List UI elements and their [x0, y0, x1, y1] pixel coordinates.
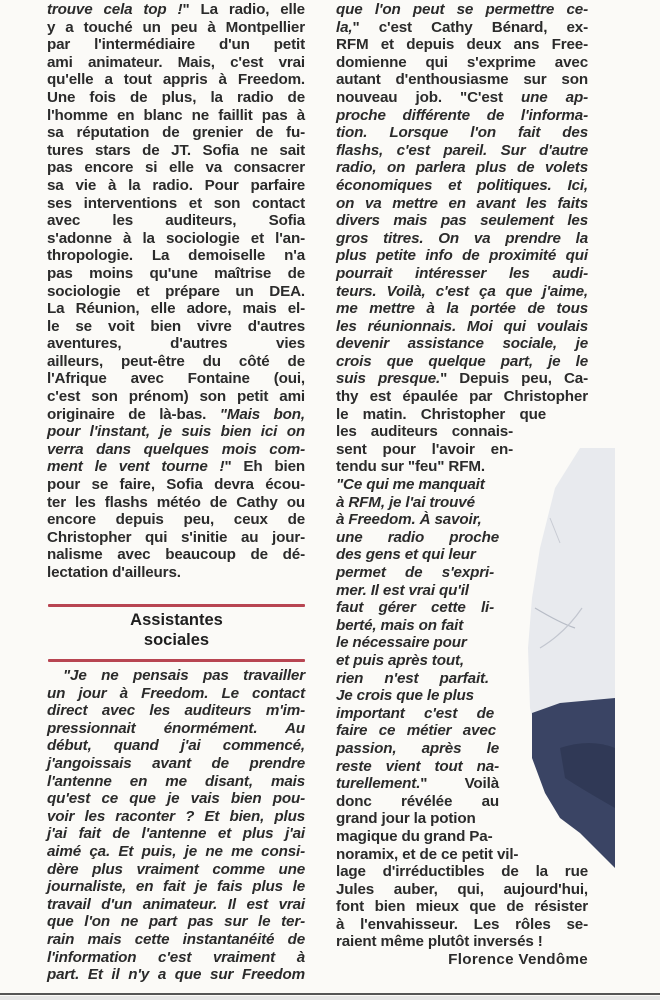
- subheading-line: Assistantes: [130, 611, 223, 629]
- text-line: autant d'enthousiasme sur son: [336, 71, 588, 89]
- text-line: pas encore si elle va consacrer: [47, 159, 305, 177]
- text-line: RFM et depuis deux ans Free-: [336, 36, 588, 54]
- quote-line: part. Et il n'y a que sur Freedom: [47, 966, 305, 984]
- quote-line: l'antenne en me disant, mais: [47, 772, 305, 790]
- text-line: sociologie et prépare un DEA.: [47, 282, 305, 300]
- text-line: s'adonne à la sociologie et l'an-: [47, 229, 305, 247]
- quote-line: l'information c'est vraiment à: [47, 948, 305, 966]
- text-line: devenir assistance sociale, je: [336, 335, 588, 353]
- text-line: verra dans quelques mois com-: [47, 440, 305, 458]
- quote-line: travail d'un animateur. Il est vrai: [47, 895, 305, 913]
- text-line: mer. Il est vrai qu'il: [336, 581, 469, 599]
- text-line: teurs. Voilà, c'est ça que j'aime,: [336, 282, 588, 300]
- text-line: l'homme en blanc ne faillit pas à: [47, 106, 305, 124]
- text-line: grand jour la potion: [336, 810, 476, 828]
- text-line: domienne qui s'exprime avec: [336, 53, 588, 71]
- text-line: gros titres. On va prendre la: [336, 229, 588, 247]
- quote-line: voir les raconter ? Et bien, plus: [47, 807, 305, 825]
- text-line: nouveau job. "C'est une ap-: [336, 88, 588, 106]
- text-line: La Réunion, elle adore, mais el-: [47, 300, 305, 318]
- page-bottom-border: [0, 993, 660, 995]
- text-line: proche différente de l'informa-: [336, 106, 588, 124]
- text-line: lage d'irréductibles de la rue: [336, 863, 588, 881]
- text-line: avec les auditeurs, Sofia: [47, 212, 305, 230]
- text-line: berté, mais on fait: [336, 616, 464, 634]
- text-line: des gens et qui leur: [336, 546, 476, 564]
- text-line: originaire de là-bas. "Mais bon,: [47, 405, 305, 423]
- text-line: ami animateur. Mais, c'est vrai: [47, 53, 305, 71]
- text-line: on va mettre en avant les faits: [336, 194, 588, 212]
- text-line: important c'est de: [336, 704, 494, 722]
- text-line: thropologie. La demoiselle n'a: [47, 247, 305, 265]
- text-line: par l'intermédiaire d'un petit: [47, 36, 305, 54]
- text-line: plus petite info de proximité qui: [336, 247, 588, 265]
- text-line: les réunionnais. Moi qui voulais: [336, 317, 588, 335]
- text-line: passion, après le: [336, 739, 499, 757]
- text-line: les auditeurs connais-: [336, 423, 513, 441]
- quote-line: j'angoissais avant de prendre: [47, 754, 305, 772]
- text-line: nalisme avec beaucoup de dé-: [47, 546, 305, 564]
- text-line: économiques et politiques. Ici,: [336, 176, 588, 194]
- text-line: qu'elle a tout appris à Freedom.: [47, 71, 305, 89]
- text-line: à Freedom. À savoir,: [336, 511, 482, 529]
- text-line: lectation d'ailleurs.: [47, 564, 181, 581]
- text-line: flashs, c'est pareil. Sur d'autre: [336, 141, 588, 159]
- text-line: "Ce qui me manquait: [336, 476, 485, 494]
- quote-line: un jour à Freedom. Le contact: [47, 684, 305, 702]
- text-line: permet de s'expri-: [336, 564, 494, 581]
- text-line: Une fois de plus, la radio de: [47, 88, 305, 106]
- text-line: encore depuis peu, ceux de: [47, 511, 305, 529]
- text-line: reste vient tout na-: [336, 757, 499, 775]
- text-line: à RFM, je l'ai trouvé: [336, 493, 475, 511]
- quote-line: journaliste, en fait je fais plus le: [47, 878, 305, 896]
- quote-line: direct avec les auditeurs m'im-: [47, 702, 305, 720]
- quote-line: début, quand j'ai commencé,: [47, 737, 305, 755]
- text-line: aventures, d'autres vies: [47, 335, 305, 353]
- text-line: une radio proche: [336, 528, 499, 546]
- text-line: y a touché un peu à Montpellier: [47, 18, 305, 36]
- text-line: sa réputation de grenier de fu-: [47, 124, 305, 142]
- text-line: radio, on parlera plus de volets: [336, 159, 588, 177]
- subheading-assistantes-sociales: [48, 610, 305, 650]
- quote-line: aimé ça. Et puis, je ne me consi-: [47, 842, 305, 860]
- text-line: l'Afrique avec Fontaine (oui,: [47, 370, 305, 388]
- text-line: suis presque." Depuis peu, Ca-: [336, 370, 588, 388]
- text-line: sent pour l'avoir en-: [336, 440, 513, 458]
- text-line: pour se faire, Sofia devra écou-: [47, 476, 305, 494]
- text-line: magique du grand Pa-: [336, 827, 493, 845]
- text-line: Christopher qui s'initie au jour-: [47, 528, 305, 546]
- text-line: faut gérer cette li-: [336, 599, 494, 617]
- text-line: raient même plutôt inversés !: [336, 933, 543, 951]
- text-line: ses interventions et son contact: [47, 194, 305, 212]
- text-line: tures stars de JT. Sofia ne sait: [47, 141, 305, 159]
- text-line: tion. Lorsque l'on fait des: [336, 124, 588, 142]
- article-left-column: [47, 1, 305, 582]
- text-line: c'est son prénom) son petit ami: [47, 388, 305, 406]
- article-left-column-paragraph-2: [47, 667, 305, 984]
- subheading-rule-top: [48, 604, 305, 607]
- text-line: pas moins qu'une maîtrise de: [47, 264, 305, 282]
- text-line: Je crois que le plus: [336, 687, 474, 705]
- text-line: faire ce métier avec: [336, 722, 496, 740]
- text-line: à l'envahisseur. Les rôles se-: [336, 915, 588, 933]
- text-line: me mettre à la portée de tous: [336, 300, 588, 318]
- page-bottom-edge: [0, 996, 660, 1000]
- text-line: turellement." Voilà: [336, 775, 499, 793]
- text-line: et puis après tout,: [336, 651, 464, 669]
- author-signature: Florence Vendôme: [448, 951, 588, 969]
- text-line: donc révélée au: [336, 792, 499, 810]
- quote-line: que l'on ne part pas sur le ter-: [47, 913, 305, 931]
- text-line: thy est épaulée par Christopher: [336, 388, 588, 406]
- text-line: le se voit bien vivre d'autres: [47, 317, 305, 335]
- text-line: tendu sur "feu" RFM.: [336, 458, 485, 476]
- text-line: le matin. Christopher que: [336, 405, 546, 423]
- text-line: font bien mieux que de résister: [336, 898, 588, 916]
- photo-person-cutout: [520, 448, 615, 978]
- text-line: sa vie à la radio. Pour parfaire: [47, 176, 305, 194]
- quote-line: j'ai fait de l'antenne et plus j'ai: [47, 825, 305, 843]
- text-line: ailleurs, peut-être du côté de: [47, 352, 305, 370]
- text-line: la," c'est Cathy Bénard, ex-: [336, 18, 588, 36]
- quote-line: rain mais cette instantanéité de: [47, 930, 305, 948]
- text-line: que l'on peut se permettre ce-: [336, 1, 588, 18]
- text-line: pour l'instant, je suis bien ici on: [47, 423, 305, 441]
- quote-line: qu'est ce que je vais bien pou-: [47, 790, 305, 808]
- text-line: noramix, et de ce petit vil-: [336, 845, 519, 863]
- text-line: le nécessaire pour: [336, 634, 467, 652]
- quote-line: dère plus vraiment comme une: [47, 860, 305, 878]
- text-line: ment le vent tourne !" Eh bien: [47, 458, 305, 476]
- text-line: crois que quelque part, je le: [336, 352, 588, 370]
- text-line: ter les flashs météo de Cathy ou: [47, 493, 305, 511]
- quote-line: pressionnait énormément. Au: [47, 719, 305, 737]
- text-line: trouve cela top !" La radio, elle: [47, 1, 305, 18]
- text-line: Jules auber, qui, aujourd'hui,: [336, 880, 588, 898]
- subheading-line: sociales: [143, 631, 210, 649]
- text-line: pourrait intéresser les audi-: [336, 264, 588, 282]
- text-line: rien n'est parfait.: [336, 669, 489, 687]
- subheading-rule-bottom: [48, 659, 305, 662]
- text-line: divers mais pas seulement les: [336, 212, 588, 230]
- quote-line: "Je ne pensais pas travailler: [63, 667, 305, 684]
